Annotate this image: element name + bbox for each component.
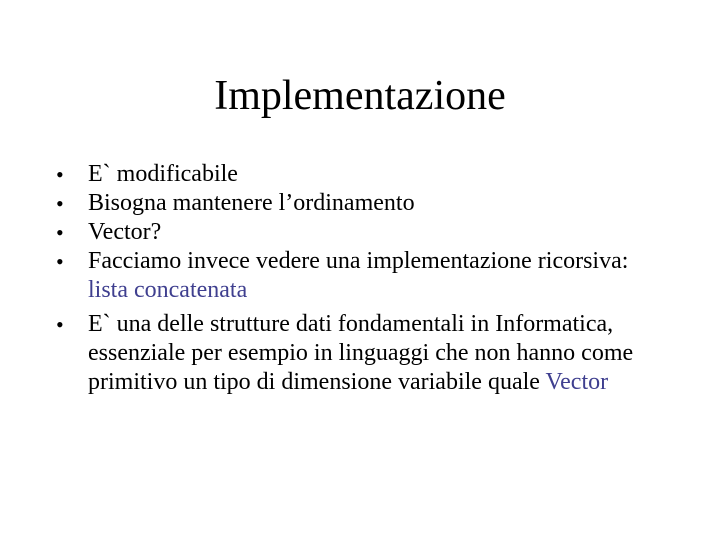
bullet-text: E` modificabile — [88, 161, 238, 187]
bullet-text: Facciamo invece vedere una implementazione ricorsiva: — [88, 248, 629, 274]
bullet-dot-icon: • — [56, 220, 64, 245]
bullet-text: Bisogna mantenere l’ordinamento — [88, 190, 415, 216]
bullet-item — [52, 247, 672, 305]
bullet-text: Vector? — [88, 219, 162, 245]
bullet-item — [52, 189, 672, 218]
bullet-dot-icon: • — [56, 249, 64, 274]
bullet-item — [52, 160, 672, 189]
bullet-dot-icon: • — [56, 162, 64, 187]
bullet-text: E` una delle strutture dati fondamentali in Informatica, essenziale per esempio in linguaggi che non hanno come primitivo un tipo di dimensione variabile quale — [88, 311, 634, 395]
bullet-item — [52, 218, 672, 247]
bullet-highlight: Vector — [545, 369, 609, 395]
slide-title: Implementazione — [214, 73, 506, 119]
bullet-dot-icon: • — [56, 191, 64, 216]
bullet-highlight: lista concatenata — [88, 277, 248, 303]
bullet-list — [52, 160, 672, 402]
bullet-dot-icon: • — [56, 312, 64, 337]
bullet-item — [52, 310, 672, 397]
